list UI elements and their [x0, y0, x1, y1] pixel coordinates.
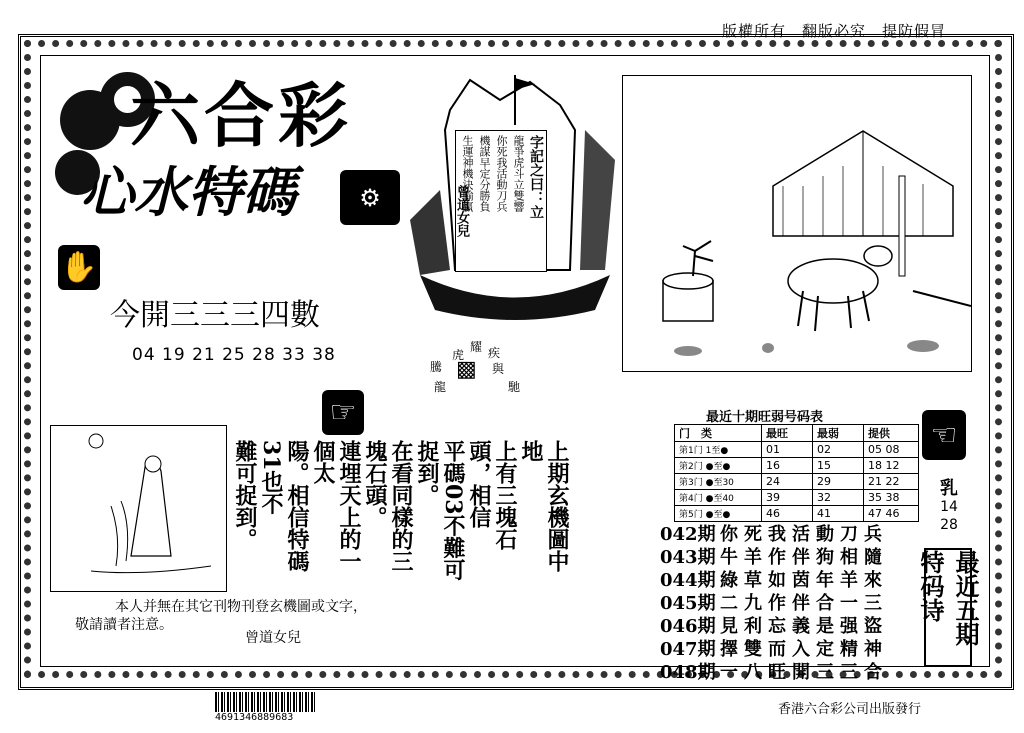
ball-machine-icon: ⚙: [340, 170, 400, 225]
period-text: 你死我活動刀兵: [720, 524, 888, 545]
riddle-column: 連埋天上的一個太: [310, 440, 362, 572]
column-header: 最旺: [762, 425, 813, 442]
cell: 第5门 ●至●: [675, 506, 762, 522]
today-numbers: 04 19 21 25 28 33 38: [132, 345, 336, 365]
side-numbers: [940, 480, 958, 534]
riddle-text: [232, 440, 570, 590]
side-glyph: 乳: [940, 478, 958, 499]
cell: 21 22: [864, 474, 919, 490]
period-row: [660, 546, 888, 569]
char: 疾: [488, 346, 501, 360]
period-id: 042期: [660, 524, 716, 545]
copyright-notice: 版權所有 翻版必究 提防假冒: [721, 22, 946, 40]
period-id: 044期: [660, 570, 716, 591]
period-row: [660, 615, 888, 638]
cell: 29: [813, 474, 864, 490]
cell: 39: [762, 490, 813, 506]
cell: 第3门 ●至30: [675, 474, 762, 490]
period-text: 綠草如茵年羊來: [720, 570, 888, 591]
char: 與: [492, 362, 505, 376]
cell: 16: [762, 458, 813, 474]
pointing-hand-icon: ☜: [922, 410, 966, 460]
column-header: 最弱: [813, 425, 864, 442]
table-header-row: [675, 425, 919, 442]
cell: 第2门 ●至●: [675, 458, 762, 474]
sage-illustration: [50, 425, 227, 592]
cell: 01: [762, 442, 813, 458]
table-row: [675, 474, 919, 490]
poem-line: 生運神機決輸贏: [461, 135, 474, 212]
table-row: [675, 506, 919, 522]
cell: 41: [813, 506, 864, 522]
period-text: 一八旺開三三合: [720, 662, 888, 683]
table-row: [675, 442, 919, 458]
period-row: [660, 661, 888, 684]
pointing-hand-icon: ☞: [322, 390, 364, 435]
period-id: 043期: [660, 547, 716, 568]
table-title: 最近十期旺弱号码表: [706, 410, 824, 425]
cell: 第4门 ●至40: [675, 490, 762, 506]
char: 龍: [434, 380, 447, 394]
cell: 35 38: [864, 490, 919, 506]
period-list: [660, 523, 888, 684]
cell: 47 46: [864, 506, 919, 522]
period-row: [660, 592, 888, 615]
tiger-dragon-text: [430, 338, 540, 398]
poem-line: 龍爭虎斗立雙響: [512, 135, 525, 212]
period-row: [660, 638, 888, 661]
period-row: [660, 569, 888, 592]
signature: 曾道女兒: [245, 630, 301, 646]
cell: 05 08: [864, 442, 919, 458]
table-row: [675, 458, 919, 474]
column-header: 门 类: [675, 425, 762, 442]
title-sub: 心水特碼: [80, 161, 296, 224]
table-row: [675, 490, 919, 506]
side-number: 28: [940, 517, 958, 533]
period-id: 046期: [660, 616, 716, 637]
period-row: [660, 523, 888, 546]
hand-icon: ✋: [58, 245, 100, 290]
publisher: 香港六合彩公司出版發行: [778, 702, 922, 717]
period-id: 047期: [660, 639, 716, 660]
period-text: 擇雙而入定精神: [720, 639, 888, 660]
today-draw-text: 今開三三三四數: [110, 298, 320, 333]
cell: 18 12: [864, 458, 919, 474]
hot-weak-table: [674, 424, 919, 522]
poem-line: 你死我活動刀兵: [495, 135, 508, 212]
side-number: 14: [940, 499, 958, 515]
period-id: 045期: [660, 593, 716, 614]
char: 虎: [452, 348, 465, 362]
poem-heading: 字記之曰：立: [528, 135, 544, 219]
period-id: 048期: [660, 662, 716, 683]
side-label: 最近五期特码诗: [924, 548, 972, 667]
column-header: 提供: [864, 425, 919, 442]
poem-author: 曾道女兒: [454, 185, 469, 237]
riddle-column: 上有三塊石頭，相信: [466, 440, 518, 550]
disclaimer-line: 本人并無在其它刊物刊登玄機圖或文字，: [115, 599, 367, 615]
riddle-column: 在看同樣的三塊石頭。: [362, 440, 414, 572]
riddle-column: 平碼03不難可捉到。: [414, 440, 466, 581]
riddle-column: 陽。相信特碼31也不: [258, 440, 310, 572]
cell: 02: [813, 442, 864, 458]
cell: 24: [762, 474, 813, 490]
cell: 32: [813, 490, 864, 506]
char: 耀: [470, 340, 483, 354]
cell: 46: [762, 506, 813, 522]
cell: 第1门 1至●: [675, 442, 762, 458]
poem-line: 機謀早定分勝負: [478, 135, 491, 212]
title-main: 六合彩: [130, 75, 352, 157]
barcode-number: 4691346889683: [215, 712, 294, 723]
disclaimer-line: 敬請讀者注意。: [75, 617, 173, 633]
riddle-column: 難可捉到。: [232, 440, 258, 550]
period-text: 見利忘義是强盜: [720, 616, 888, 637]
char: 騰: [430, 360, 443, 374]
period-text: 二九作伴合一三: [720, 593, 888, 614]
char: 馳: [508, 380, 521, 394]
riddle-column: 上期玄機圖中地: [518, 440, 570, 572]
cell: 15: [813, 458, 864, 474]
disclaimer: [75, 598, 367, 634]
period-text: 牛羊作伴狗相隨: [720, 547, 888, 568]
seal-stamp: ▩: [456, 356, 477, 382]
barcode: [215, 692, 315, 712]
riddle-illustration: [622, 75, 972, 372]
